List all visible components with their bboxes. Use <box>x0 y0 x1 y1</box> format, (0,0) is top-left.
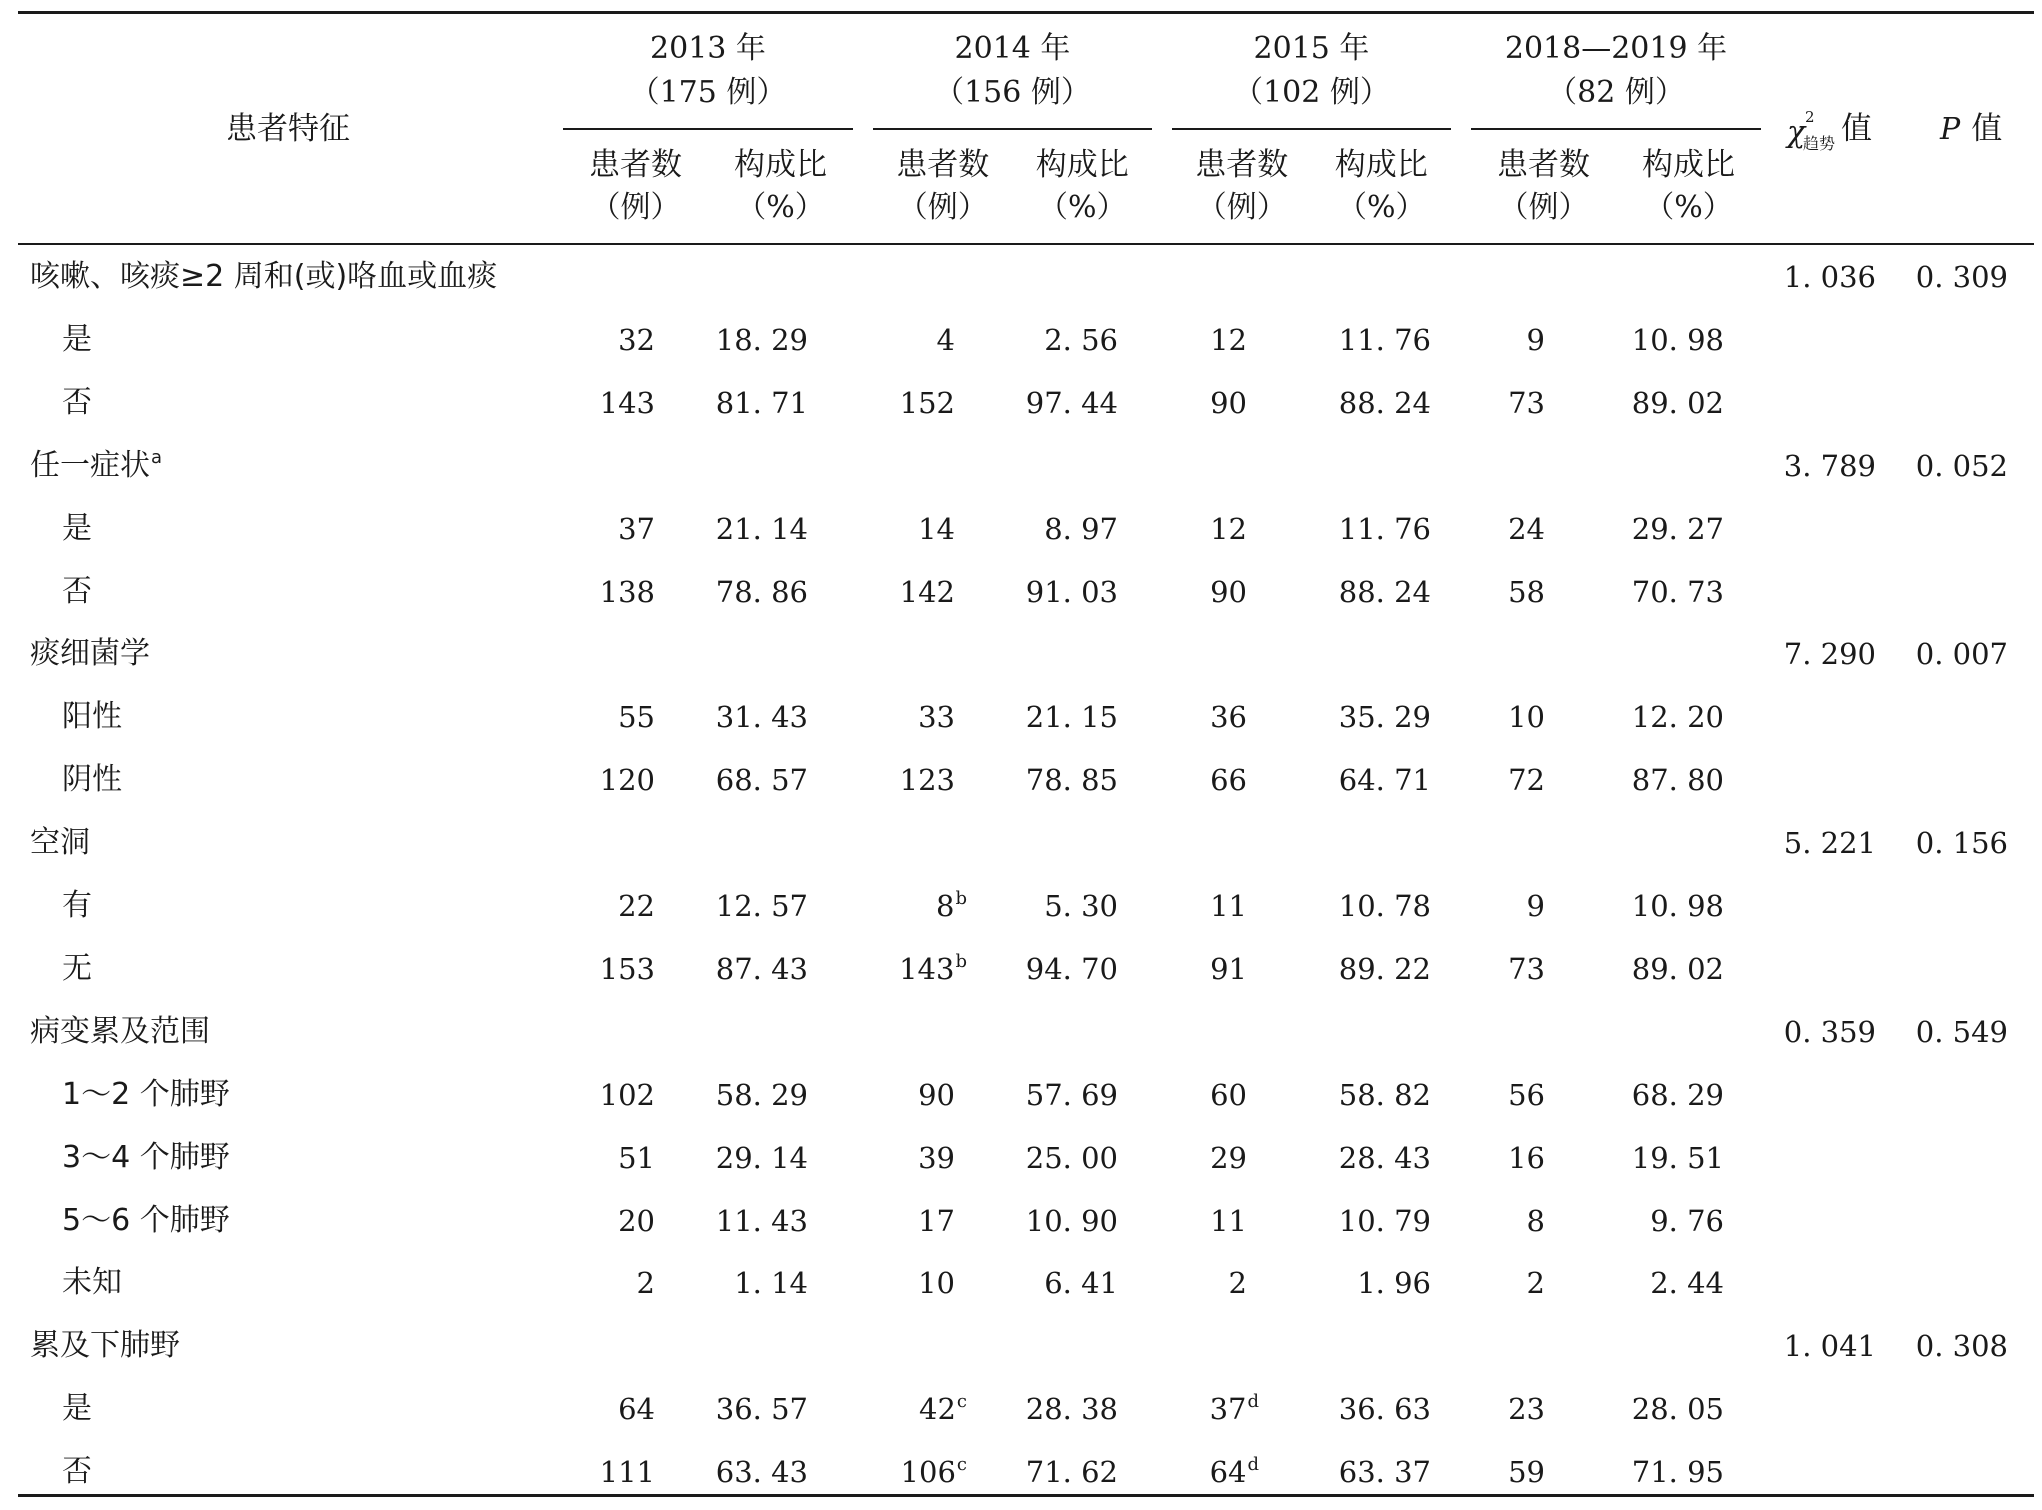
cell-value: 71. 62 <box>1025 1455 1118 1489</box>
cell-value: 18. 29 <box>715 323 808 357</box>
subheader-patients-unit-3: （例） <box>1498 190 1589 225</box>
row-sublabel <box>62 699 122 734</box>
row-sublabel <box>62 1203 230 1238</box>
row-sublabel <box>62 1077 230 1112</box>
cell-value: 88. 24 <box>1338 575 1431 609</box>
year-2014-label: 2014 年 <box>954 31 1071 66</box>
table-cell <box>1345 763 1545 797</box>
cell-value: 59 <box>1508 1455 1545 1489</box>
cell-value: 60 <box>1210 1078 1247 1112</box>
row-label-text: 否 <box>62 1454 92 1489</box>
cell-value: 25. 00 <box>1025 1141 1118 1175</box>
footnote-mark: c <box>956 1454 967 1475</box>
subheader-patients-unit-1: （例） <box>897 190 988 225</box>
cell-value: 87. 43 <box>715 952 808 986</box>
table-cell <box>1059 1391 1259 1426</box>
row-category-label <box>30 636 150 671</box>
cell-value: 12. 57 <box>715 889 808 923</box>
table-cell <box>1524 889 1724 923</box>
cell-value: 8 <box>936 889 955 923</box>
cell-value: 73 <box>1508 952 1545 986</box>
cell-value: 39 <box>918 1141 955 1175</box>
cell-value: 14 <box>918 512 955 546</box>
table-cell <box>1047 763 1247 797</box>
row-sublabel <box>62 322 92 357</box>
row-sublabel <box>62 1140 230 1175</box>
row-category-label <box>30 1328 180 1363</box>
cell-value: 37 <box>1209 1392 1247 1426</box>
cell-value: 29. 14 <box>715 1141 808 1175</box>
header-bottom-rule <box>18 243 2034 245</box>
chi-symbol: χ <box>1787 115 1806 150</box>
row-label-text: 咳嗽、咳痰≥2 周和(或)咯血或血痰 <box>30 259 498 294</box>
cell-value: 106 <box>900 1455 956 1489</box>
table-cell <box>1345 1455 1545 1489</box>
table-cell <box>1524 323 1724 357</box>
cell-value: 57. 69 <box>1025 1078 1118 1112</box>
row-label-text: 累及下肺野 <box>30 1328 180 1363</box>
cell-value: 120 <box>599 763 655 797</box>
table-cell <box>1345 1266 1545 1300</box>
table-cell <box>1047 575 1247 609</box>
year-2013-count: （175 例） <box>629 75 787 110</box>
cell-value: 111 <box>599 1455 655 1489</box>
chi-value: 0. 359 <box>1783 1015 1876 1049</box>
p-header <box>1940 111 2003 147</box>
subheader-patients-3: 患者数 <box>1497 147 1590 183</box>
cell-value: 1. 96 <box>1357 1266 1431 1300</box>
table-cell <box>1345 575 1545 609</box>
cell-value: 20 <box>618 1204 655 1238</box>
cell-value: 12. 20 <box>1631 700 1724 734</box>
cell-value: 87. 80 <box>1631 763 1724 797</box>
table-cell <box>1524 1204 1724 1238</box>
cell-value: 9. 76 <box>1650 1204 1724 1238</box>
chi-superscript: 2 <box>1805 108 1815 126</box>
subheader-ratio-3: 构成比 <box>1642 147 1735 183</box>
table-cell <box>1047 1204 1247 1238</box>
footnote-mark: a <box>151 447 163 468</box>
table-cell <box>1345 1078 1545 1112</box>
cell-value: 102 <box>599 1078 655 1112</box>
cell-value: 88. 24 <box>1338 386 1431 420</box>
table-cell <box>1047 1078 1247 1112</box>
cell-value: 10. 79 <box>1338 1204 1431 1238</box>
cell-value: 28. 05 <box>1631 1392 1724 1426</box>
cell-value: 63. 43 <box>715 1455 808 1489</box>
cell-value: 78. 86 <box>715 575 808 609</box>
p-value: 0. 549 <box>1915 1015 2008 1049</box>
cell-value: 143 <box>599 386 655 420</box>
cell-value: 2 <box>636 1266 655 1300</box>
cell-value: 89. 22 <box>1338 952 1431 986</box>
cell-value: 58 <box>1508 575 1545 609</box>
cell-value: 33 <box>918 700 955 734</box>
footnote-mark: d <box>1247 1454 1259 1475</box>
row-category-label <box>30 1014 210 1049</box>
footnote-mark: c <box>956 1391 967 1412</box>
cell-value: 68. 29 <box>1631 1078 1724 1112</box>
table-cell <box>1047 512 1247 546</box>
cell-value: 11. 76 <box>1338 323 1431 357</box>
cell-value: 6. 41 <box>1044 1266 1118 1300</box>
cell-value: 142 <box>899 575 955 609</box>
row-label-text: 否 <box>62 385 92 420</box>
cell-value: 71. 95 <box>1631 1455 1724 1489</box>
p-symbol: P <box>1940 112 1961 147</box>
subheader-ratio-2: 构成比 <box>1334 147 1428 183</box>
cell-value: 153 <box>599 952 655 986</box>
cell-value: 35. 29 <box>1338 700 1431 734</box>
row-sublabel <box>62 1454 92 1489</box>
cell-value: 10 <box>918 1266 955 1300</box>
row-sublabel <box>62 762 122 797</box>
subheader-ratio-1: 构成比 <box>1035 147 1129 183</box>
cell-value: 90 <box>1210 386 1247 420</box>
row-label-text: 5～6 个肺野 <box>62 1203 230 1238</box>
row-sublabel <box>62 511 92 546</box>
table-cell <box>1059 1454 1259 1489</box>
cell-value: 56 <box>1508 1078 1545 1112</box>
year-2018-count: （82 例） <box>1547 75 1685 110</box>
cell-value: 21. 14 <box>715 512 808 546</box>
table-cell <box>1524 1266 1724 1300</box>
row-label-text: 是 <box>62 1391 92 1426</box>
year-2013-label: 2013 年 <box>650 31 766 66</box>
cell-value: 143 <box>899 952 955 986</box>
cell-value: 29 <box>1210 1141 1247 1175</box>
cell-value: 97. 44 <box>1025 386 1118 420</box>
cell-value: 9 <box>1526 323 1545 357</box>
cell-value: 36. 63 <box>1338 1392 1431 1426</box>
table-cell <box>1345 1141 1545 1175</box>
cell-value: 36 <box>1210 700 1247 734</box>
table-cell <box>1345 952 1545 986</box>
cell-value: 63. 37 <box>1338 1455 1431 1489</box>
row-label-text: 阴性 <box>62 762 122 797</box>
subheader-ratio-0: 构成比 <box>734 147 827 183</box>
row-sublabel <box>62 574 92 609</box>
row-sublabel <box>62 951 92 986</box>
subheader-patients-2: 患者数 <box>1195 147 1289 183</box>
cell-value: 8. 97 <box>1044 512 1118 546</box>
cell-value: 23 <box>1508 1392 1545 1426</box>
row-label-text: 是 <box>62 322 92 357</box>
row-label-text: 否 <box>62 574 92 609</box>
year-2014-count: （156 例） <box>934 75 1091 110</box>
subheader-patients-unit-2: （例） <box>1196 190 1287 225</box>
cell-value: 11 <box>1210 1204 1247 1238</box>
table-cell <box>1047 1266 1247 1300</box>
cell-value: 11 <box>1210 889 1247 923</box>
cell-value: 66 <box>1210 763 1247 797</box>
table-cell <box>1345 700 1545 734</box>
footnote-mark: d <box>1247 1391 1259 1412</box>
cell-value: 12 <box>1210 512 1247 546</box>
cell-value: 51 <box>618 1141 655 1175</box>
row-label-text: 有 <box>62 888 92 923</box>
cell-value: 81. 71 <box>715 386 808 420</box>
cell-value: 64 <box>618 1392 655 1426</box>
cell-value: 19. 51 <box>1631 1141 1724 1175</box>
cell-value: 8 <box>1526 1204 1545 1238</box>
cell-value: 21. 15 <box>1025 700 1118 734</box>
subheader-patients-0: 患者数 <box>589 147 682 183</box>
cell-value: 138 <box>599 575 655 609</box>
cell-value: 5. 30 <box>1044 889 1118 923</box>
p-value-suffix: 值 <box>1971 111 2003 147</box>
p-value: 0. 308 <box>1915 1329 2008 1363</box>
row-label-text: 痰细菌学 <box>30 636 150 671</box>
row-category-label <box>30 259 498 294</box>
year-2013-underline <box>563 128 853 130</box>
table-cell <box>1345 889 1545 923</box>
row-label-text: 任一症状 <box>30 448 150 483</box>
p-value: 0. 052 <box>1915 449 2008 483</box>
chi-subscript: 趋势 <box>1803 134 1836 153</box>
cell-value: 11. 43 <box>715 1204 808 1238</box>
cell-value: 28. 43 <box>1338 1141 1431 1175</box>
cell-value: 91 <box>1210 952 1247 986</box>
cell-value: 11. 76 <box>1338 512 1431 546</box>
cell-value: 2 <box>1526 1266 1545 1300</box>
cell-value: 31. 43 <box>715 700 808 734</box>
table-cell <box>1345 512 1545 546</box>
year-2015-label: 2015 年 <box>1253 31 1370 66</box>
cell-value: 16 <box>1508 1141 1545 1175</box>
subheader-ratio-unit-2: （%） <box>1336 190 1426 225</box>
year-2018-underline <box>1471 128 1761 130</box>
year-2015-underline <box>1172 128 1451 130</box>
cell-value: 78. 85 <box>1025 763 1118 797</box>
row-label-text: 未知 <box>62 1265 122 1300</box>
subheader-patients-unit-0: （例） <box>590 190 681 225</box>
cell-value: 12 <box>1210 323 1247 357</box>
p-value: 0. 309 <box>1915 260 2008 294</box>
table-cell <box>1345 1392 1545 1426</box>
table-cell <box>1345 323 1545 357</box>
row-category-label <box>30 447 163 483</box>
row-label-text: 3～4 个肺野 <box>62 1140 230 1175</box>
cell-value: 28. 38 <box>1025 1392 1118 1426</box>
table-cell <box>1047 323 1247 357</box>
cell-value: 89. 02 <box>1631 386 1724 420</box>
cell-value: 37 <box>618 512 655 546</box>
cell-value: 2 <box>1228 1266 1247 1300</box>
chi-value-suffix: 值 <box>1841 111 1872 147</box>
cell-value: 73 <box>1508 386 1545 420</box>
row-category-label <box>30 825 90 860</box>
cell-value: 89. 02 <box>1631 952 1724 986</box>
chi-value: 1. 041 <box>1783 1329 1876 1363</box>
year-2018-label: 2018—2019 年 <box>1504 31 1728 66</box>
year-2014-underline <box>873 128 1152 130</box>
cell-value: 68. 57 <box>715 763 808 797</box>
cell-value: 29. 27 <box>1631 512 1724 546</box>
table-cell <box>1345 386 1545 420</box>
row-sublabel <box>62 385 92 420</box>
footnote-mark: b <box>955 951 967 972</box>
row-label-text: 无 <box>62 951 92 986</box>
cell-value: 10. 98 <box>1631 889 1724 923</box>
row-label-text: 空洞 <box>30 825 90 860</box>
row-label-text: 阳性 <box>62 699 122 734</box>
cell-value: 4 <box>936 323 955 357</box>
p-value: 0. 007 <box>1915 637 2008 671</box>
feature-header: 患者特征 <box>226 111 350 147</box>
cell-value: 70. 73 <box>1631 575 1724 609</box>
cell-value: 17 <box>918 1204 955 1238</box>
cell-value: 94. 70 <box>1025 952 1118 986</box>
chi-value: 1. 036 <box>1783 260 1876 294</box>
top-rule <box>18 11 2034 14</box>
row-label-text: 1～2 个肺野 <box>62 1077 230 1112</box>
subheader-ratio-unit-1: （%） <box>1037 190 1127 225</box>
cell-value: 58. 29 <box>715 1078 808 1112</box>
cell-value: 1. 14 <box>734 1266 808 1300</box>
chi-value: 5. 221 <box>1783 826 1876 860</box>
subheader-ratio-unit-0: （%） <box>736 190 825 225</box>
cell-value: 90 <box>918 1078 955 1112</box>
table-cell <box>1047 889 1247 923</box>
year-2015-count: （102 例） <box>1233 75 1390 110</box>
cell-value: 9 <box>1526 889 1545 923</box>
chi-header <box>1787 110 1897 160</box>
cell-value: 42 <box>919 1392 956 1426</box>
cell-value: 10. 90 <box>1025 1204 1118 1238</box>
cell-value: 22 <box>618 889 655 923</box>
chi-value: 3. 789 <box>1783 449 1876 483</box>
cell-value: 64 <box>1209 1455 1247 1489</box>
cell-value: 24 <box>1508 512 1545 546</box>
subheader-ratio-unit-3: （%） <box>1644 190 1733 225</box>
chi-value: 7. 290 <box>1783 637 1876 671</box>
cell-value: 152 <box>899 386 955 420</box>
cell-value: 55 <box>618 700 655 734</box>
table-cell <box>1047 700 1247 734</box>
cell-value: 64. 71 <box>1338 763 1431 797</box>
cell-value: 123 <box>899 763 955 797</box>
cell-value: 2. 44 <box>1650 1266 1724 1300</box>
bottom-rule <box>18 1494 2034 1497</box>
cell-value: 72 <box>1508 763 1545 797</box>
table-cell <box>1047 1141 1247 1175</box>
cell-value: 91. 03 <box>1025 575 1118 609</box>
row-sublabel <box>62 1265 122 1300</box>
subheader-patients-1: 患者数 <box>896 147 990 183</box>
footnote-mark: b <box>955 888 967 909</box>
cell-value: 32 <box>618 323 655 357</box>
cell-value: 90 <box>1210 575 1247 609</box>
row-sublabel <box>62 888 92 923</box>
cell-value: 58. 82 <box>1338 1078 1431 1112</box>
cell-value: 10. 98 <box>1631 323 1724 357</box>
table-cell <box>1345 1204 1545 1238</box>
p-value: 0. 156 <box>1915 826 2008 860</box>
table-cell <box>1047 952 1247 986</box>
cell-value: 10 <box>1508 700 1545 734</box>
cell-value: 10. 78 <box>1338 889 1431 923</box>
row-sublabel <box>62 1391 92 1426</box>
row-label-text: 是 <box>62 511 92 546</box>
row-label-text: 病变累及范围 <box>30 1014 210 1049</box>
table-cell <box>1047 386 1247 420</box>
cell-value: 36. 57 <box>715 1392 808 1426</box>
cell-value: 2. 56 <box>1044 323 1118 357</box>
